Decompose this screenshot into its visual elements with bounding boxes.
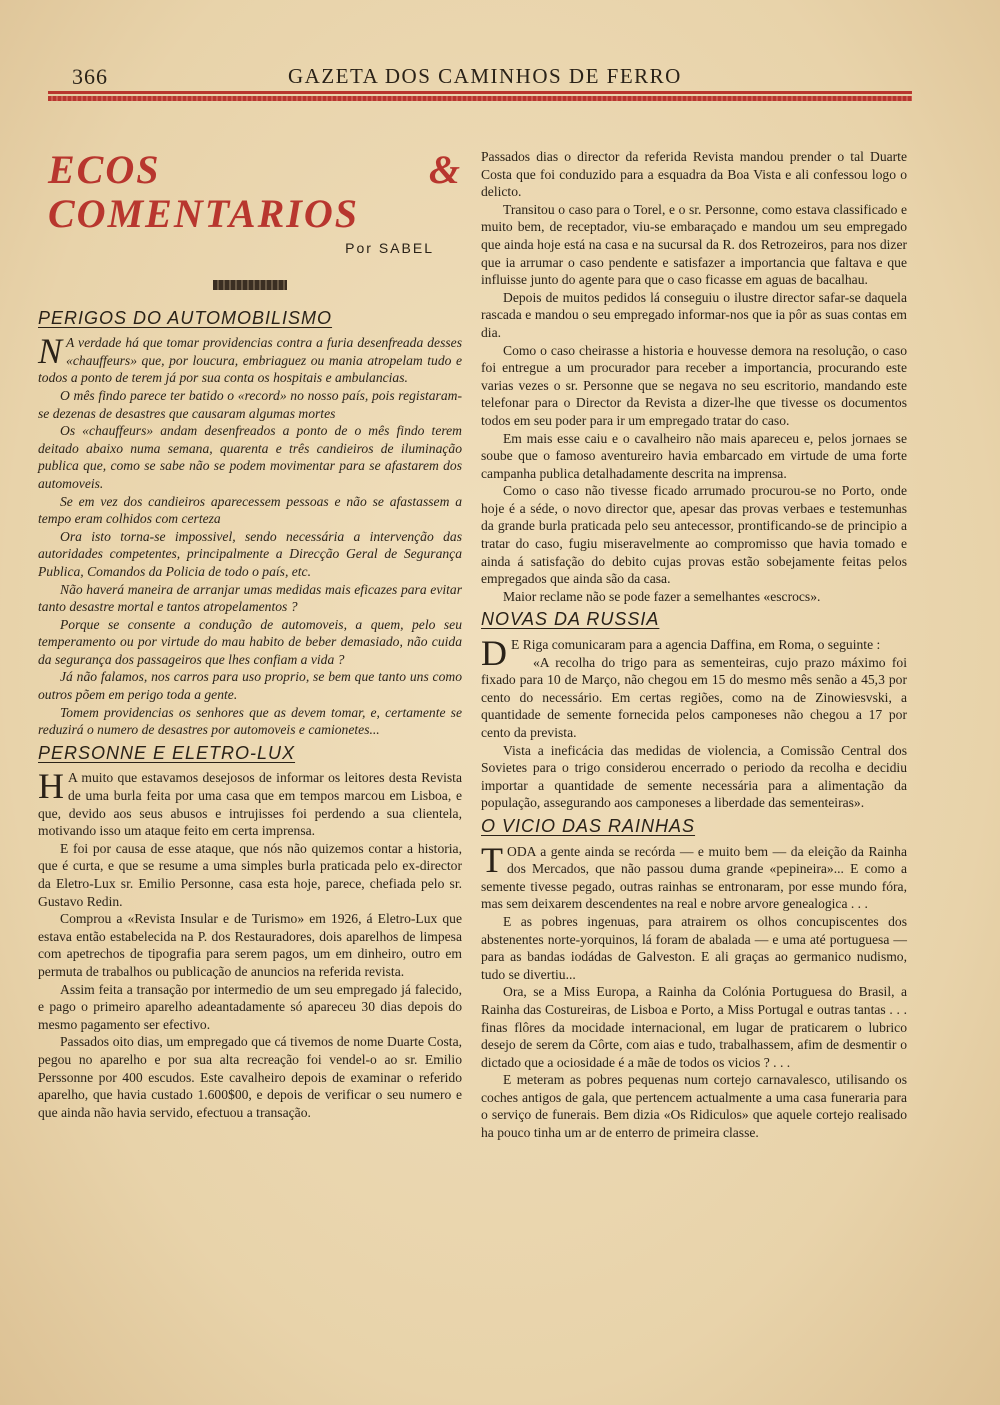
- section-perigos: [38, 331, 462, 739]
- paragraph: Como o caso não tivesse ficado arrumado procurou-se no Porto, onde hoje é a séde, o novo director que, apesar das provas verbaes e testemunhas da grande burla praticada pelo seu antecessor, prontificando-se de principio a tratar do caso, fugiu miseravelmente ao compromisso que havia tomado e ainda á satisfação do debito cujas provas estão sobejamente feitas pelos empregados que ainda são da casa.: [481, 483, 907, 587]
- paragraph: Depois de muitos pedidos lá conseguiu o ilustre director safar-se daquela rascada e mandou o seu empregado informar-nos que ia pôr as suas contas em dia.: [481, 289, 907, 340]
- dropcap: T: [481, 839, 503, 880]
- paragraph: D E Riga comunicaram para a agencia Daffina, em Roma, o seguinte :: [481, 633, 881, 674]
- paragraph: Comprou a «Revista Insular e de Turismo» em 1926, á Eletro-Lux que estava então estabelecida na P. dos Restauradores, dois aparelhos de limpesa com apetrechos de tipografia para serem pagos, um em dinheiro, outro em permuta de trabalhos ou publicação de anuncios na referida revista.: [38, 911, 462, 979]
- paragraph: H A muito que estavamos desejosos de informar os leitores desta Revista de uma burla feita por uma casa que em tempos marcou em Lisboa, e que, devido aos seus abusos e intrujisses foi perdendo a sua clientela, motivando isso um ataque feito em certa imprensa.: [38, 766, 462, 839]
- paragraph: «A recolha do trigo para as sementeiras, cujo prazo máximo foi fixado para 10 de Março, não chegou em 15 do mesmo mês senão a 45,3 por cento do necessário. Em certas regiões, como na de Zinowiesvski, a quantidade de semente fornecida pelos camponeses não chegou a 17 por cento da prevista.: [481, 654, 907, 740]
- paragraph: Passados oito dias, um empregado que cá tivemos de nome Duarte Costa, pegou no aparelho e por sua alta recreação foi vendel-o ao sr. Emilio Perssonne por 400 escudos. Este cavalheiro depois de examinar o referido aparelho, que havia custado 1.600$00, e depois de verificar o seu numero e que ainda não havia servido, efectuou a transação.: [38, 1034, 462, 1120]
- paragraph: Tomem providencias os senhores que as devem tomar, e, certamente se reduzirá o numero de desastres por automoveis e camionetes...: [38, 704, 462, 738]
- dropcap: N: [38, 331, 63, 372]
- section-heading-rainhas: O VICIO DAS RAINHAS: [481, 815, 696, 836]
- header-rule-bottom: [48, 96, 912, 101]
- publication-title: GAZETA DOS CAMINHOS DE FERRO: [288, 64, 682, 88]
- section-heading-personne: PERSONNE E ELETRO-LUX: [38, 742, 296, 763]
- paragraph: Como o caso cheirasse a historia e houvesse demora na resolução, o caso foi entregue a um procurador para receber a importancia, procurando este varias vezes o sr. Personne que se negava no seu escritorio, mandando este telefonar para o Director da Revista a dizer-lhe que tivesse os documentos todos em seu poder para ir um empregado tratar do caso.: [481, 342, 907, 428]
- paragraph: E as pobres ingenuas, para atrairem os olhos concupiscentes dos abstenentes norte-yorquinos, lá foram de abalada — e uma até portuguesa — para as bandas iodádas de Galveston. E ali graças ao germanico nudismo, tudo se divertiu...: [481, 913, 907, 982]
- paragraph: Porque se consente a condução de automoveis, a quem, pelo seu temperamento ou por virtude do mau habito de beber demasiado, não cuida da segurança dos passageiros que lhes confiam a vida ?: [38, 616, 462, 667]
- section-russia: [481, 633, 907, 812]
- section-heading-perigos: PERIGOS DO AUTOMOBILISMO: [38, 307, 333, 328]
- paragraph: Os «chauffeurs» andam desenfreados a ponto de o mês findo terem deitado abaixo numa semana, quarenta e três candieiros de iluminação publica que, como se sabe não se podem movimentar para se afastarem dos automoveis.: [38, 423, 462, 491]
- paragraph: E meteram as pobres pequenas num cortejo carnavalesco, utilisando os coches antigos de gala, que pertencem actualmente a uma casa funeraria para o serviço de funerais. Bem dizia «Os Ridiculos» que aquele cortejo realisado ha pouco tinha um ar de enterro de primeira classe.: [481, 1072, 907, 1141]
- section-personne: [38, 766, 462, 1121]
- article-title: ECOS & COMENTARIOS: [48, 147, 462, 236]
- paragraph: Não haverá maneira de arranjar umas medidas mais eficazes para evitar tanto desastre mortal e tantos atropelamentos ?: [38, 581, 462, 615]
- paragraph: Ora isto torna-se impossivel, sendo necessária a intervenção das autoridades competentes, principalmente a Direcção Geral de Segurança Publica, Comandos da Policia de todo o país, etc.: [38, 528, 462, 579]
- paragraph: Ora, se a Miss Europa, a Rainha da Colónia Portuguesa do Brasil, a Rainha das Costureiras, de Lisboa e Porto, a Miss Portugal e outras tantas . . . finas flôres da mocidade internacional, em lugar de praticarem o lubrico desejo de serem da Côrte, com aias e tudo, trabalhassem, afim de desmentir o dictado que a ociosidade é a mãe de todos os vicios ? . . .: [481, 984, 907, 1070]
- section-rainhas: [481, 839, 907, 1142]
- byline: Por SABEL: [345, 240, 434, 256]
- paragraph: O mês findo parece ter batido o «record» no nosso país, pois registaram-se dezenas de desastres que causaram algumas mortes: [38, 387, 462, 421]
- paragraph: Já não falamos, nos carros para uso proprio, se bem que tanto uns como outros põem em perigo toda a gente.: [38, 669, 462, 703]
- section-heading-russia: NOVAS DA RUSSIA: [481, 609, 660, 630]
- paragraph: E foi por causa de esse ataque, que nós não quizemos contar a historia, que é curta, e que se resume a uma simples burla praticada pelo ex-director da Eletro-Lux sr. Emilio Personne, casa esta hoje, parece, chefiada pelo sr. Gustavo Redin.: [38, 840, 462, 909]
- paragraph: Vista a ineficácia das medidas de violencia, a Comissão Central dos Sovietes para o trigo considerou encerrado o periodo da recolha e decidiu importar a quantidade de semente necessária para a alimentação da população, assegurando aos camponeses a liberdade das sementeiras».: [481, 742, 907, 811]
- header-rule-top: [48, 91, 912, 94]
- right-column: [481, 148, 907, 1142]
- dropcap: H: [38, 766, 64, 807]
- paragraph: Em mais esse caiu e o cavalheiro não mais apareceu e, pelos jornaes se soube que o famoso aventureiro havia embarcado em virtude de uma forte campanha publica detalhadamente descrita na imprensa.: [481, 430, 907, 481]
- paragraph: Transitou o caso para o Torel, e o sr. Personne, como estava classificado e muito bem, de receptador, viu-se embaraçado e mandou um seu empregado que ainda hoje está na casa e na sucursal da R. dos Retrozeiros, para nos dizer que ia arrumar o caso pendente e satisfazer a importancia que faltava e que influisse junto do agente para que o caso ficasse em aguas de bacalhau.: [481, 201, 907, 288]
- paragraph: Passados dias o director da referida Revista mandou prender o tal Duarte Costa que foi conduzido para a esquadra da Boa Vista e ali confessou logo o delicto.: [481, 149, 907, 200]
- page-number: 366: [72, 64, 108, 89]
- paragraph: N A verdade há que tomar providencias contra a furia desenfreada desses «chauffeurs» que, por loucura, embriaguez ou mania atropelam tudo e todos a ponto de terem já por sua conta os hospitais e ambulancias.: [38, 331, 462, 386]
- paragraph: Assim feita a transação por intermedio de um seu empregado já falecido, e pago o primeiro aparelho adeantadamente só apareceu 30 dias depois do mesmo pagamento ser efectivo.: [38, 981, 462, 1032]
- paragraph: Maior reclame não se pode fazer a semelhantes «escrocs».: [503, 588, 821, 604]
- paragraph: TODA a gente ainda se recórda — e muito bem — da eleição da Rainha dos Mercados, que não passou duma grande «pepineira»... E como a semente tivesse pegado, outras rainhas se entronaram, por esse mundo fóra, mas sem deixarem descendentes na real e nobre arvore genealogica . . .: [481, 839, 907, 912]
- ornament-divider: [213, 280, 287, 290]
- paragraph: Se em vez dos candieiros aparecessem pessoas e não se afastassem a tempo eram colhidos com certeza: [38, 493, 462, 527]
- dropcap: D: [481, 633, 507, 674]
- left-column: [38, 148, 462, 1121]
